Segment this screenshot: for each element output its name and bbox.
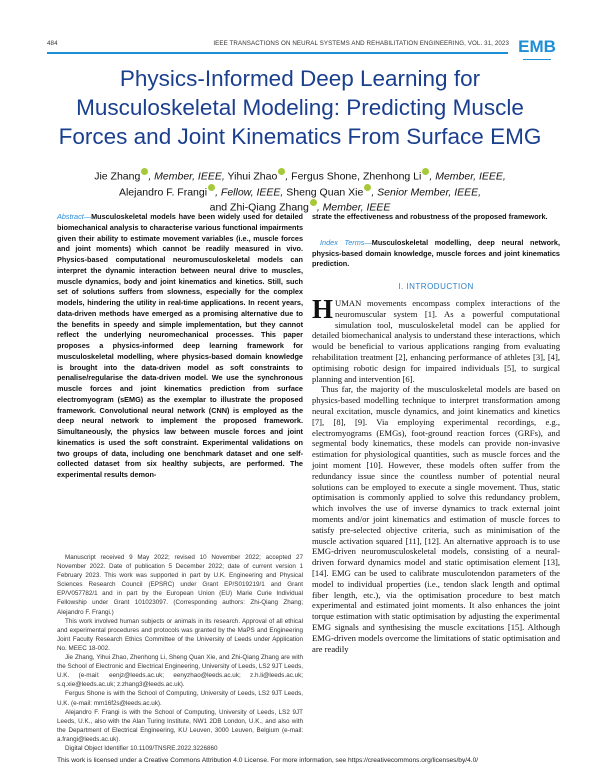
page-number: 484 bbox=[47, 40, 58, 47]
footnote: Manuscript received 9 May 2022; revised 10 November 2022; accepted 27 November 2022. Date of publication 5 December 2022; date of current version 1 February 2023. This work was supported in part by U.K. Engineering and Physical Sciences Research Council (EPSRC) under Grant EP/S019219/1 and Grant EP/V057782/1 and in part by the European Union (EU) Marie Curie Individual Fellowship under Grant 101023097. (Corresponding authors: Zhi-Qiang Zhang; Alejandro F. Frangi.) bbox=[57, 554, 303, 616]
running-header bbox=[47, 40, 509, 47]
header-rule bbox=[47, 52, 508, 54]
paragraph: Thus far, the majority of the musculoskeletal models are based on physics-based modelling technique to interpret transformation among neural excitation, muscle dynamics, and joint kinematics and kinetics [7], [8], [9]. Via employing experimental recordings, e.g., electromyograms (EMGs), foot-ground reaction forces (GRFs), and segmental body kinematics, these models can provide non-invasive estimation for physiological quantities, such as muscle forces and the joint moment [10]. However, these models often suffer from the redundancy issue since the countless number of potential neural solutions can be employed to execute a single movement. Thus, static optimisation is commonly applied to solve this redundancy problem, which involves the use of inverse dynamics to track external joint moments and/or joint kinematics and estimation of muscle forces to satisfy pre-selected objective criteria, such as minimisation of the muscle activation squared [11], [12]. An alternative approach is to use EMG-driven neuromusculoskeletal models, consisting of a neural-driven forward dynamics model and static optimisation element [13], [14]. EMG can be used to calibrate musculotendon parameters of the model to individual properties (i.e., tendon slack length and optimal fiber length, etc.), via the optimisation procedure to best match experimental and estimated joint moments. It also enhances the joint torque estimation with static optimisation by adjusting the experimental EMG signals and synthesising the muscle excitations [15]. Although EMG-driven models overcome the limitations of static optimisation and are readily bbox=[312, 384, 560, 654]
abstract bbox=[57, 212, 303, 481]
author-name: Jie Zhang bbox=[94, 170, 141, 183]
journal-name: IEEE TRANSACTIONS ON NEURAL SYSTEMS AND REHABILITATION ENGINEERING, VOL. 31, 2023 bbox=[213, 40, 509, 47]
orcid-icon[interactable] bbox=[310, 199, 317, 206]
emb-logo: EMB bbox=[515, 34, 559, 64]
author-name: and Zhi-Qiang Zhang bbox=[209, 201, 309, 214]
abstract-text: Musculoskeletal models have been widely used for detailed biomechanical analysis to characterise various functional impairments given their ability to estimate movement variables (i.e., muscle forces and joint moments) which cannot be readily measured in vivo. Physics-based computational neuromusculoskeletal models can interpret the dynamic interaction between neural drive to muscles, muscle dynamics, body and joint kinematics and kinetics. Still, such set of solutions suffers from slowness, especially for the complex models, hindering the utility in real-time applications. In recent years, data-driven methods have emerged as a promising alternative due to the benefits in speedy and simple implementation, but they cannot reflect the underlying neuromechanical processes. This paper proposes a physics-informed deep learning framework for musculoskeletal modelling, where physics-based domain knowledge is brought into the data-driven model as soft constraints to penalise/regularise the data-driven model. We use the synchronous muscle forces and joint kinematics prediction from surface electromyogram (sEMG) as the exemplar to illustrate the proposed framework. Convolutional neural network (CNN) is employed as the deep neural network to implement the proposed framework. Simultaneously, the physics law between muscle forces and joint kinematics is used the soft constraint. Experimental validations on two groups of data, including one benchmark dataset and one self-collected dataset from six healthy subjects, are performed. The experimental results demon- bbox=[57, 212, 303, 479]
license-notice[interactable]: This work is licensed under a Creative Commons Attribution 4.0 License. For more information, see https://creativecommons.org/licenses/by/4.0/ bbox=[57, 757, 479, 764]
author-name: Fergus Shone, bbox=[291, 170, 361, 183]
footnotes bbox=[57, 553, 303, 753]
introduction-body bbox=[312, 294, 560, 654]
footnote: Fergus Shone is with the School of Computing, University of Leeds, LS2 9JT Leeds, U.K. (e-mail: mm16f2s@leeds.ac.uk). bbox=[57, 690, 303, 707]
author-name: Zhenhong Li bbox=[362, 170, 422, 183]
abstract-continuation: strate the effectiveness and robustness of the proposed framework. bbox=[312, 212, 548, 221]
author-role: , bbox=[285, 170, 289, 183]
footnote: This work involved human subjects or animals in its research. Approval of all ethical and experimental procedures and protocols was granted by the MaPS and Engineering Joint Faculty Research Ethics Committee of the University of Leeds under Application No. MEEC 18-002. bbox=[57, 617, 303, 652]
drop-cap: H bbox=[312, 294, 334, 324]
title-line: Forces and Joint Kinematics From Surface EMG bbox=[58, 124, 542, 149]
author-role: , Member, IEEE, bbox=[429, 170, 506, 183]
author-list bbox=[60, 168, 540, 215]
author-role: , Member, IEEE, bbox=[148, 170, 225, 183]
index-terms-text: Musculoskeletal modelling, deep neural network, physics-based domain knowledge, muscle forces and joint kinematics prediction. bbox=[312, 238, 560, 268]
author-role: , Fellow, IEEE, bbox=[215, 186, 284, 198]
author-role: , Member, IEEE bbox=[316, 201, 391, 214]
author-name: Sheng Quan Xie bbox=[286, 186, 364, 198]
paragraph: UMAN movements encompass complex interactions of the neuromuscular system [1]. As a powerful computational simulation tool, musculoskeletal model can be applied for detailed biomechanical analysis to understand these interactions, which would be beneficial to various applications ranging from evaluating rehabilitation treatment [2], enhancing performance of athletes [3], [4], optimising robotic design for impaired individuals [5], to surgical planning and intervention [6]. bbox=[312, 298, 560, 384]
section-heading: I. INTRODUCTION bbox=[398, 282, 474, 291]
title-line: Physics-Informed Deep Learning for bbox=[119, 66, 481, 91]
footnote: Jie Zhang, Yihui Zhao, Zhenhong Li, Sheng Quan Xie, and Zhi-Qiang Zhang are with the School of Electronic and Electrical Engineering, University of Leeds, LS2 9JT Leeds, U.K. (e-mail: eenjz@leeds.ac.uk; eenyzhao@leeds.ac.uk; z.h.li@leeds.ac.uk; s.q.xie@leeds.ac.uk; z.zhang3@leeds.ac.uk). bbox=[57, 654, 303, 689]
index-terms-label: Index Terms— bbox=[320, 238, 372, 247]
author-role: , Senior Member, IEEE, bbox=[371, 186, 482, 198]
author-name: Yihui Zhao bbox=[227, 170, 278, 183]
index-terms bbox=[312, 238, 560, 270]
footnote: Alejandro F. Frangi is with the School of Computing, University of Leeds, LS2 9JT Leeds, U.K., also with the Alan Turing Institute, NW1 2DB London, U.K., and also with the Department of Electrical Engineering, KU Leuven, 3000 Leuven, Belgium (e-mail: a.frangi@leeds.ac.uk). bbox=[57, 708, 303, 743]
title-line: Musculoskeletal Modeling: Predicting Muscle bbox=[76, 95, 524, 120]
paper-title bbox=[40, 64, 560, 151]
author-name: Alejandro F. Frangi bbox=[118, 186, 208, 198]
footnote-doi[interactable]: Digital Object Identifier 10.1109/TNSRE.2022.3226860 bbox=[65, 744, 218, 752]
abstract-label: Abstract— bbox=[57, 212, 92, 221]
